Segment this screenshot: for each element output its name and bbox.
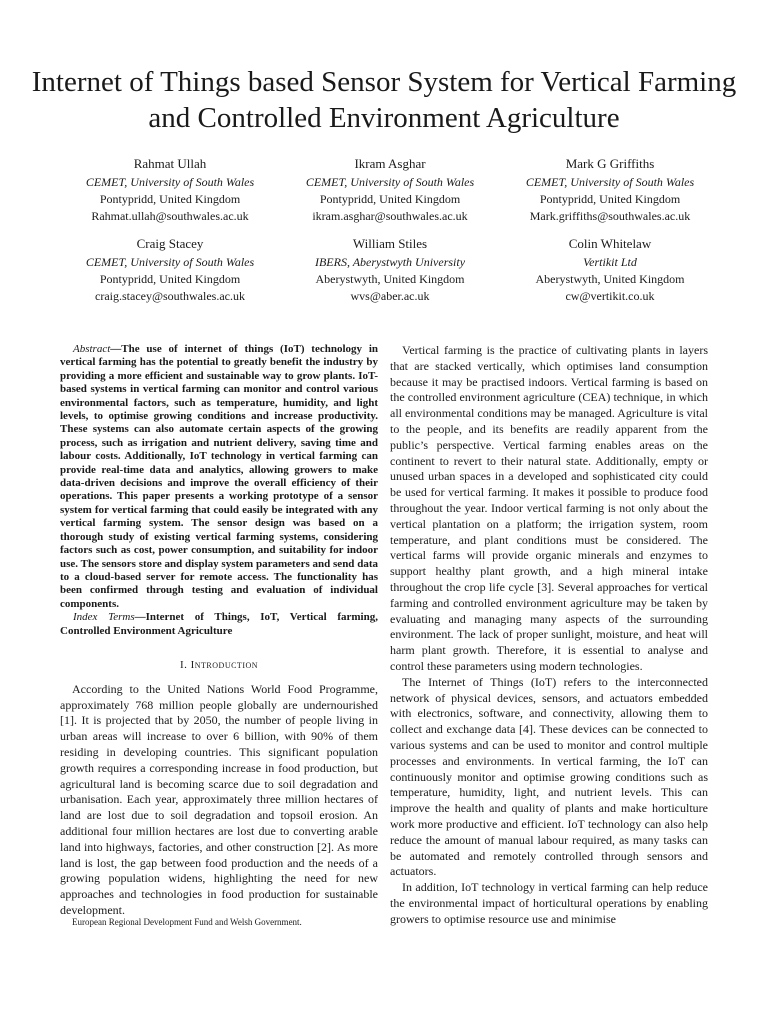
author-block — [280, 235, 500, 305]
author-email: wvs@aber.ac.uk — [350, 289, 430, 303]
author-name: Mark G Griffiths — [565, 156, 655, 171]
abstract-text: —The use of internet of things (IoT) technology in vertical farming has the potential to greatly benefit the industry by providing a more efficient and sustainable way to grow plants. IoT-based systems in vertical farming can monitor and control various environmental factors, such as temperature, humidity, and light levels, to optimise growing conditions and increase productivity. These systems can also automate certain aspects of the growing process, such as irrigation and nutrient delivery, saving time and labour costs. Additionally, IoT technology in vertical farming can provide real-time data and analytics, allowing growers to make data-driven decisions and improve the overall efficiency of their operations. This paper presents a working prototype of a sensor system for vertical farming that could easily be integrated with any vertical farming system. The sensor design was based on a thorough study of existing vertical farming systems, considering factors such as cost, power consumption, and suitability for indoor use. The sensors store and display system parameters and send data to a cloud-based server for remote access. The functionality has been confirmed through testing and evaluation of individual components. — [60, 343, 378, 610]
author-email: craig.stacey@southwales.ac.uk — [95, 289, 245, 303]
author-location: Aberystwyth, United Kingdom — [315, 272, 465, 286]
author-name: William Stiles — [352, 236, 428, 251]
author-affiliation: CEMET, University of South Wales — [525, 175, 695, 189]
abstract-lead: Abstract — [73, 343, 111, 355]
body-paragraph: Vertical farming is the practice of cultivating plants in layers that are stacked vertically, which optimises land consumption because it may be practised indoors. Vertical farming is based on the controlled environment agriculture (CEA) technique, in which all environmental conditions may be managed. Agriculture is vital to the people, and its benefits are readily apparent from the public’s perspective. Vertical farming enables areas on the continent to revert to their natural state. Additionally, empty or unused urban spaces in a developed and sophisticated city could be used for vertical farming. It makes it possible to produce food throughout the year. Indoor vertical farming is not only about the vertical plantation on a platform; the irrigation system, room temperature, and plant conditions must be considered. The vertical farms will provide organic minerals and enzymes to support healthy plant growth, and a high mineral intake throughout the crop life cycle [3]. Several approaches for vertical farming and controlled environment agriculture may be taken by evaluating and managing many aspects of the surrounding environment. The lack of proper sunlight, moisture, and heat will harm plant growth. Therefore, it is essential to analyse and control these parameters using modern technologies. — [390, 343, 708, 673]
body-paragraph: According to the United Nations World Food Programme, approximately 768 million people globally are undernourished [1]. It is projected that by 2050, the number of people living in urban areas will increase to over 6 billion, with 90% of them residing in developing countries. This significant population growth requires a corresponding increase in food production, but agricultural land is becoming scarce due to soil degradation and urbanisation. Each year, approximately three million hectares of land are lost due to soil degradation and topsoil erosion. An additional four million hectares are lost due to converting arable land into highways, factories, and other construction [2]. As more land is lost, the gap between food production and the needs of a growing population widens, highlighting the need for new approaches and technologies in food production for sustainable development. — [60, 681, 378, 917]
right-column — [390, 343, 708, 927]
index-terms-lead: Index Terms — [73, 611, 135, 624]
author-block — [500, 155, 720, 225]
author-block — [280, 155, 500, 225]
author-affiliation: CEMET, University of South Wales — [85, 175, 255, 189]
author-affiliation: CEMET, University of South Wales — [85, 255, 255, 269]
body-paragraph: In addition, IoT technology in vertical farming can help reduce the environmental impact of horticultural operations by enabling growers to optimise resource use and minimise — [390, 880, 708, 926]
author-affiliation: CEMET, University of South Wales — [305, 175, 475, 189]
author-email: cw@vertikit.co.uk — [565, 289, 655, 303]
author-location: Pontypridd, United Kingdom — [99, 272, 241, 286]
author-name: Ikram Asghar — [354, 156, 426, 171]
index-terms — [60, 611, 378, 638]
section-heading: I. Introduction — [179, 658, 259, 671]
author-affiliation: Vertikit Ltd — [583, 255, 637, 269]
paper-title: Internet of Things based Sensor System for Vertical Farming and Controlled Environment Agriculture — [31, 66, 737, 134]
author-name: Rahmat Ullah — [133, 156, 207, 171]
author-email: Rahmat.ullah@southwales.ac.uk — [91, 209, 249, 223]
author-row-2 — [60, 235, 720, 305]
left-column — [60, 343, 378, 919]
author-location: Pontypridd, United Kingdom — [539, 192, 681, 206]
abstract — [60, 343, 378, 611]
author-location: Pontypridd, United Kingdom — [319, 192, 461, 206]
index-terms-text: —Internet of Things, IoT, Vertical farming, Controlled Environment Agriculture — [60, 611, 378, 637]
author-block — [500, 235, 720, 305]
author-block — [60, 235, 280, 305]
author-affiliation: IBERS, Aberystwyth University — [314, 255, 466, 269]
author-block — [60, 155, 280, 225]
author-name: Craig Stacey — [136, 236, 204, 251]
author-email: ikram.asghar@southwales.ac.uk — [312, 209, 468, 223]
author-location: Pontypridd, United Kingdom — [99, 192, 241, 206]
author-row-1 — [60, 155, 720, 225]
author-name: Colin Whitelaw — [568, 236, 652, 251]
author-location: Aberystwyth, United Kingdom — [535, 272, 685, 286]
footnote: European Regional Development Fund and Welsh Government. — [72, 917, 302, 927]
author-email: Mark.griffiths@southwales.ac.uk — [529, 209, 691, 223]
body-paragraph: The Internet of Things (IoT) refers to the interconnected network of physical devices, sensors, and actuators embedded with electronics, software, and connectivity, allowing them to collect and exchange data [4]. These devices can be connected to various systems and can be used to monitor and control multiple processes and environments. In vertical farming, the IoT can continuously monitor and optimise growing conditions such as temperature, humidity, light, and nutrient levels. This can improve the health and quality of plants and make horticulture work more productive and efficient. IoT technology can also help reduce the amount of manual labour required, as many tasks can be automated and remotely controlled through sensors and actuators. — [390, 674, 708, 879]
